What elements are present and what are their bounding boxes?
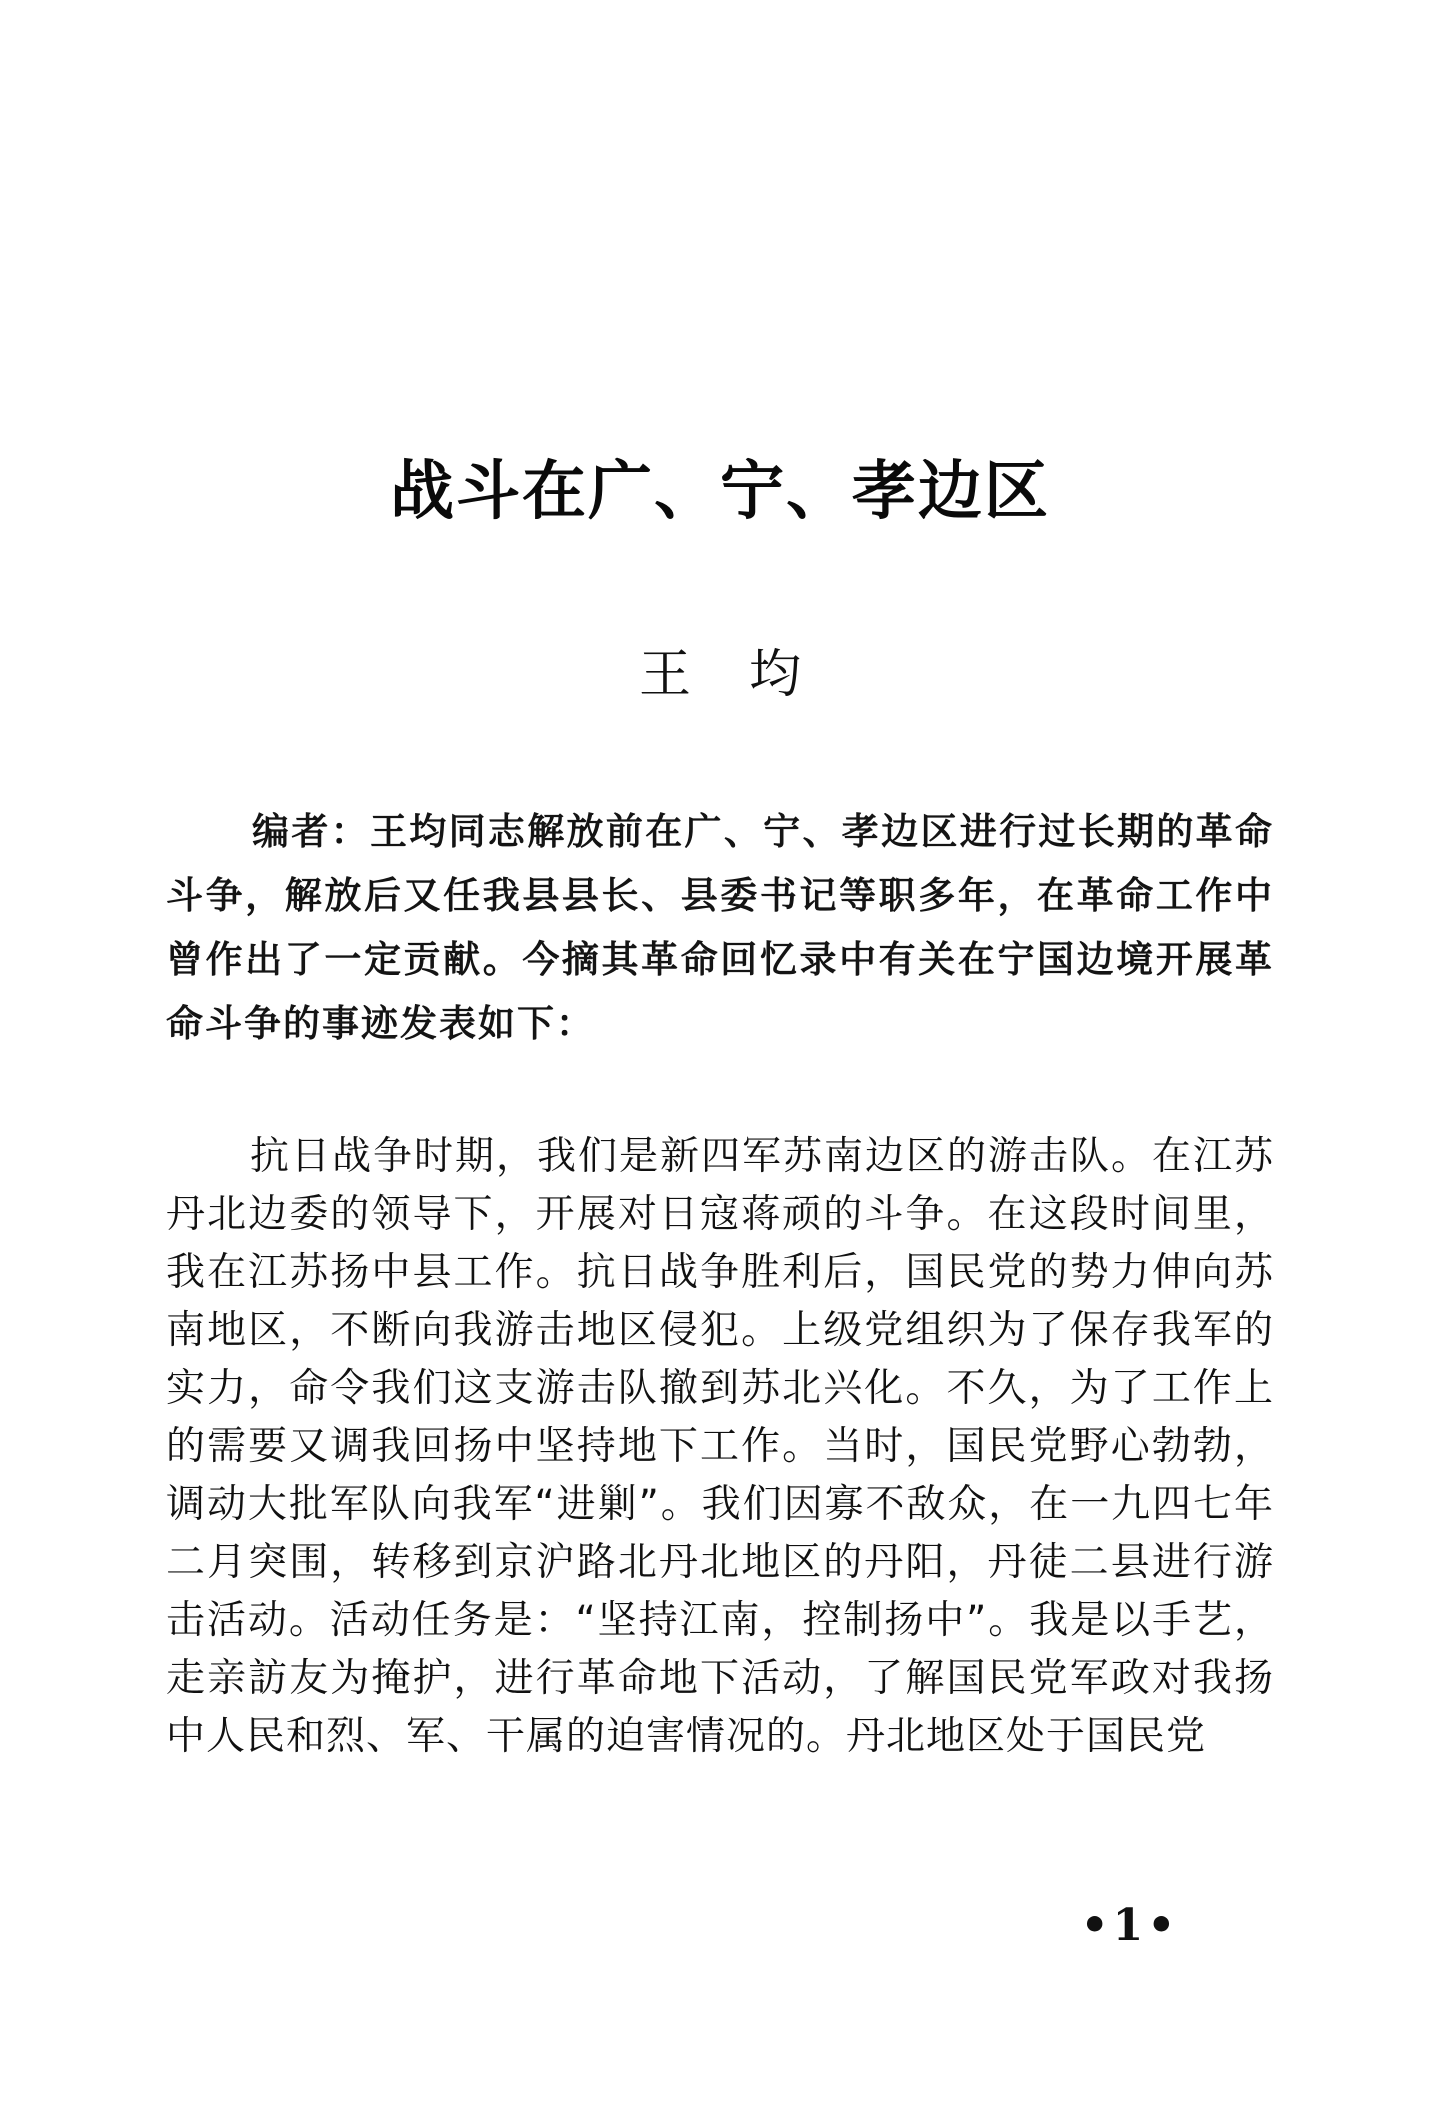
editor-note: 编者：王均同志解放前在广、宁、孝边区进行过长期的革命斗争，解放后又任我县县长、县委书记等职多年，在革命工作中曾作出了一定贡献。今摘其革命回忆录中有关在宁国边境开展革命斗争的事迹发表如下：	[166, 810, 1274, 1045]
article-title: 战斗在广、宁、孝边区	[390, 455, 1050, 529]
article-author: 王均	[638, 645, 859, 705]
body-paragraph: 抗日战争时期，我们是新四军苏南边区的游击队。在江苏丹北边委的领导下，开展对日寇蒋顽的斗争。在这段时间里，我在江苏扬中县工作。抗日战争胜利后，国民党的势力伸向苏南地区，不断向我游击地区侵犯。上级党组织为了保存我军的实力，命令我们这支游击队撤到苏北兴化。不久，为了工作上的需要又调我回扬中坚持地下工作。当时，国民党野心勃勃，调动大批军队向我军“进剿”。我们因寡不敌众，在一九四七年二月突围，转移到京沪路北丹北地区的丹阳，丹徒二县进行游击活动。活动任务是：“坚持江南，控制扬中”。我是以手艺，走亲訪友为掩护，进行革命地下活动，了解国民党军政对我扬中人民和烈、军、干属的迫害情况的。丹北地区处于国民党	[166, 1134, 1274, 1759]
page-number: •1•	[1080, 1900, 1180, 1951]
